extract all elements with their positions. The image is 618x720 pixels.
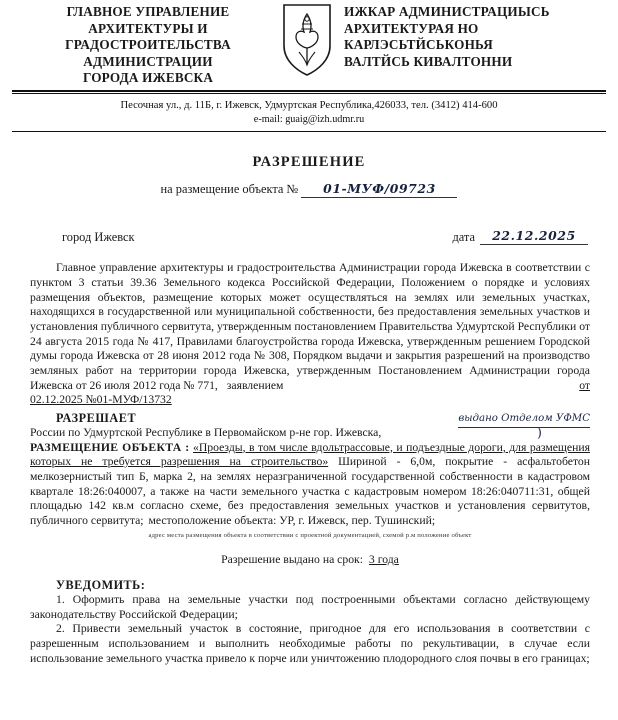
header-line: АРХИТЕКТУРАЯ НО bbox=[344, 20, 479, 36]
request-number: 02.12.2025 №01-МУФ/13732 bbox=[30, 393, 172, 407]
document-header bbox=[0, 0, 618, 87]
request-from-label: от bbox=[579, 378, 590, 392]
object-placement-block bbox=[30, 441, 590, 529]
header-title-udmurt bbox=[338, 2, 604, 70]
handwritten-paren: ) bbox=[536, 425, 542, 441]
term-line bbox=[30, 553, 590, 568]
header-line: ГОРОДА ИЖЕВСКА bbox=[82, 70, 214, 85]
header-title-russian bbox=[14, 2, 276, 87]
recipient-text: России по Удмуртской Республике в Первомайском р-не гор. Ижевска, bbox=[30, 425, 382, 439]
contacts-email: e-mail: guaig@izh.udmr.ru bbox=[253, 114, 365, 126]
paragraph-legal-basis-text: Главное управление архитектуры и градостроительства Администрации города Ижевска в соответствии с пунктом 3 статьи 39.36 Земельного кодекса Российской Федерации, Положением о порядке и условиях размещения объектов, размещение которых может осуществляться на землях или земельных участках, находящихся в государственной или муниципальной собственности, без предоставления земельных участков и установления публичного сервитута, утвержденным постановлением Правительства Удмуртской Республики от 24 августа 2015 года № 417, Правилами благоустройства города Ижевска, утвержденным решением Городской думы города Ижевска от 28 июня 2012 года № 308, Порядком выдачи и закрытия разрешений на производство земляных работ на территории города Ижевска, утвержденным Постановлением Администрации города Ижевска от 26 июля 2012 года № 771, bbox=[30, 261, 590, 392]
page-title: РАЗРЕШЕНИЕ bbox=[252, 154, 366, 171]
notify-item-2: 2. Привести земельный участок в состояние, пригодное для его использования в соответствии с разрешенным использованием и выполнить необходимые работы по рекультивации, в случае если использование земельного участка привело к порче или уничтожению плодородного слоя почвы в его границах; bbox=[30, 622, 590, 665]
razreshaet-heading: РАЗРЕШАЕТ bbox=[56, 411, 137, 426]
coat-of-arms-icon bbox=[276, 2, 338, 78]
object-placement-label: РАЗМЕЩЕНИЕ ОБЪЕКТА : bbox=[30, 440, 190, 454]
term-value: 3 года bbox=[368, 553, 399, 567]
header-line: ВАЛТЙСЬ КИВАЛТОННИ bbox=[344, 53, 513, 69]
header-line: АРХИТЕКТУРЫ И bbox=[88, 20, 208, 36]
city-date-row bbox=[0, 228, 618, 245]
header-divider-thick bbox=[12, 90, 606, 92]
notify-heading: УВЕДОМИТЬ: bbox=[56, 578, 146, 593]
document-number-line bbox=[0, 181, 618, 198]
date-label: дата bbox=[452, 230, 475, 245]
date-value: 22.12.2025 bbox=[480, 228, 588, 245]
header-line: АДМИНИСТРАЦИИ bbox=[83, 53, 213, 69]
term-label: Разрешение выдано на срок: bbox=[221, 553, 363, 567]
location-label: местоположение объекта: bbox=[148, 514, 277, 528]
header-line: ГРАДОСТРОИТЕЛЬСТВА bbox=[65, 37, 231, 52]
document-body bbox=[0, 261, 618, 666]
document-number-value: 01-МУФ/09723 bbox=[301, 181, 457, 198]
paragraph-legal-basis-tail: заявлением bbox=[226, 378, 284, 392]
object-placement-quote: «Проезды, в том числе вдольтрассовые, и подъездные дороги, для размещения которых не требуется разрешения на строительство» bbox=[30, 440, 591, 469]
date-block bbox=[452, 228, 588, 245]
document-number-label: на размещение объекта № bbox=[160, 182, 299, 197]
location-value: УР, г. Ижевск, пер. Тушинский; bbox=[279, 514, 436, 528]
contacts-address: Песочная ул., д. 11Б, г. Ижевск, Удмуртская Республика,426033, тел. (3412) 414-600 bbox=[120, 100, 498, 112]
contacts-divider bbox=[12, 131, 606, 132]
contacts-block bbox=[0, 99, 618, 127]
notify-item-1: 1. Оформить права на земельные участки под построенными объектами согласно действующему законодательству Российской Федерации; bbox=[30, 592, 590, 621]
header-divider-thin bbox=[12, 93, 606, 94]
paragraph-legal-basis bbox=[30, 261, 590, 393]
header-line: ГЛАВНОЕ УПРАВЛЕНИЕ bbox=[66, 4, 230, 19]
city-label: город Ижевск bbox=[62, 230, 135, 245]
address-caption: адрес места размещения объекта в соответствии с проектной документацией, схемой р.м положение объект bbox=[148, 531, 472, 539]
object-placement-description: Шириной - 6,0м, покрытие - асфальтобетон мелкозернистый тип Б, марка 2, на землях неразграниченной государственной собственности в кадастровом квартале 18:26:040007, а также на части земельного участка с кадастровым номером 18:26:040711:31, общей площадью 142 кв.м согласно схеме, без предоставления земельных участков и установления сервитутов, публичного сервитута; bbox=[30, 455, 590, 528]
header-line: ИЖКАР АДМИНИСТРАЦИЫСЬ bbox=[344, 4, 550, 19]
header-line: КАРЛЭСЬТЙСЬКОНЬЯ bbox=[344, 37, 493, 52]
handwritten-issuer-note: выдано Отделом УФМС bbox=[458, 412, 590, 428]
